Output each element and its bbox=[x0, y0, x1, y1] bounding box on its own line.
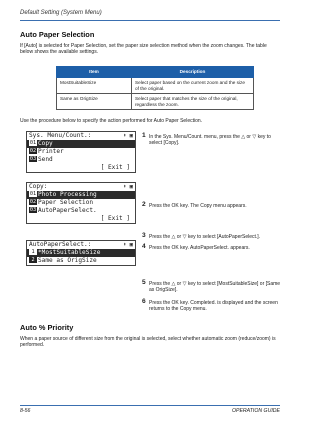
item-label: Photo Processing bbox=[38, 191, 97, 198]
step-text: Press the △ or ▽ key to select [MostSuitableSize] or [Same as OrigSize]. bbox=[149, 281, 281, 294]
lcd-screen-auto-paper-select bbox=[26, 240, 136, 266]
scroll-arrows-icon: ⬍ ▣ bbox=[123, 133, 133, 139]
guide-name: OPERATION GUIDE bbox=[231, 408, 280, 414]
footer-rule bbox=[20, 405, 280, 406]
lcd-menu-item-same-as-orig-size[interactable] bbox=[27, 257, 135, 265]
step-number: 1 bbox=[142, 132, 146, 139]
step-4 bbox=[142, 245, 282, 251]
settings-table bbox=[56, 66, 254, 110]
step-5 bbox=[142, 281, 282, 293]
item-number: 03 bbox=[29, 156, 37, 162]
procedure-intro: Use the procedure below to specify the action performed for Auto Paper Selection. bbox=[20, 118, 203, 124]
section-heading-auto-percent-priority: Auto % Priority bbox=[20, 323, 74, 332]
lcd-menu-item-printer[interactable] bbox=[27, 148, 135, 156]
item-number: 2 bbox=[29, 257, 37, 263]
step-number: 4 bbox=[142, 243, 146, 250]
table-row bbox=[57, 94, 254, 110]
item-number: 02 bbox=[29, 148, 37, 154]
item-number: 01 bbox=[29, 191, 37, 197]
step-number: 6 bbox=[142, 298, 146, 305]
lcd-title: Sys. Menu/Count.: bbox=[29, 132, 92, 139]
step-1 bbox=[142, 134, 282, 146]
lcd-title-row bbox=[27, 183, 135, 191]
item-label: *MostSuitableSize bbox=[38, 249, 101, 256]
lcd-menu-item-most-suitable-size[interactable] bbox=[27, 249, 135, 257]
table-cell-item: MostSuitableSize bbox=[57, 78, 132, 94]
section-intro: If [Auto] is selected for Paper Selection, set the paper size selection method when the zoom changes. The table below shows the available settings. bbox=[20, 43, 267, 56]
lcd-screen-sys-menu bbox=[26, 131, 136, 173]
section-heading-auto-paper-selection: Auto Paper Selection bbox=[20, 30, 95, 39]
lcd-screen-copy bbox=[26, 182, 136, 224]
table-cell-description: Select paper based on the current zoom and the size of the original. bbox=[132, 78, 254, 94]
step-text: Press the OK key. The Copy menu appears. bbox=[149, 203, 247, 209]
header-rule bbox=[20, 20, 280, 21]
step-number: 3 bbox=[142, 232, 146, 239]
item-label: AutoPaperSelect. bbox=[38, 207, 97, 214]
item-number: 02 bbox=[29, 199, 37, 205]
lcd-title-row bbox=[27, 132, 135, 140]
lcd-menu-item-send[interactable] bbox=[27, 156, 135, 164]
table-header-item: Item bbox=[57, 67, 132, 78]
item-label: Same as OrigSize bbox=[38, 257, 97, 264]
lcd-menu-item-photo-processing[interactable] bbox=[27, 191, 135, 199]
step-text: In the Sys. Menu/Count. menu, press the △ or ▽ key to select [Copy]. bbox=[149, 134, 271, 147]
lcd-title-row bbox=[27, 241, 135, 249]
table-header-description: Description bbox=[132, 67, 254, 78]
lcd-menu-item-paper-selection[interactable] bbox=[27, 199, 135, 207]
lcd-title: AutoPaperSelect.: bbox=[29, 241, 92, 248]
section2-text: When a paper source of different size from the original is selected, select whether automatic zoom (reduce/zoom) is performed. bbox=[20, 336, 276, 349]
item-label: Printer bbox=[38, 148, 64, 155]
step-number: 5 bbox=[142, 279, 146, 286]
table-row bbox=[57, 78, 254, 94]
lcd-menu-item-auto-paper-select[interactable] bbox=[27, 207, 135, 215]
table-cell-description: Select paper that matches the size of the original, regardless the zoom. bbox=[132, 94, 254, 110]
scroll-arrows-icon: ⬍ ▣ bbox=[123, 184, 133, 190]
scroll-arrows-icon: ⬍ ▣ bbox=[123, 242, 133, 248]
table-header-row bbox=[57, 67, 254, 78]
item-label: Send bbox=[38, 156, 53, 163]
item-label: Paper Selection bbox=[38, 199, 94, 206]
page-number: 8-56 bbox=[20, 408, 31, 414]
running-header: Default Setting (System Menu) bbox=[20, 10, 102, 16]
step-text: Press the OK key. Completed. is displayed and the screen returns to the Copy menu. bbox=[149, 300, 278, 313]
step-3 bbox=[142, 234, 282, 240]
item-label: Copy bbox=[38, 140, 53, 147]
lcd-exit-button[interactable]: [ Exit ] bbox=[100, 164, 130, 171]
step-2 bbox=[142, 203, 282, 209]
step-text: Press the △ or ▽ key to select [AutoPaperSelect.]. bbox=[149, 234, 261, 240]
lcd-exit-button[interactable]: [ Exit ] bbox=[100, 215, 130, 222]
step-number: 2 bbox=[142, 201, 146, 208]
item-number: 01 bbox=[29, 140, 37, 146]
lcd-menu-item-copy[interactable] bbox=[27, 140, 135, 148]
item-number: 1 bbox=[29, 249, 37, 255]
table-cell-item: Same as OrigSize bbox=[57, 94, 132, 110]
step-text: Press the OK key. AutoPaperSelect. appears. bbox=[149, 245, 250, 251]
step-6 bbox=[142, 300, 282, 312]
item-number: 03 bbox=[29, 207, 37, 213]
lcd-title: Copy: bbox=[29, 183, 48, 190]
